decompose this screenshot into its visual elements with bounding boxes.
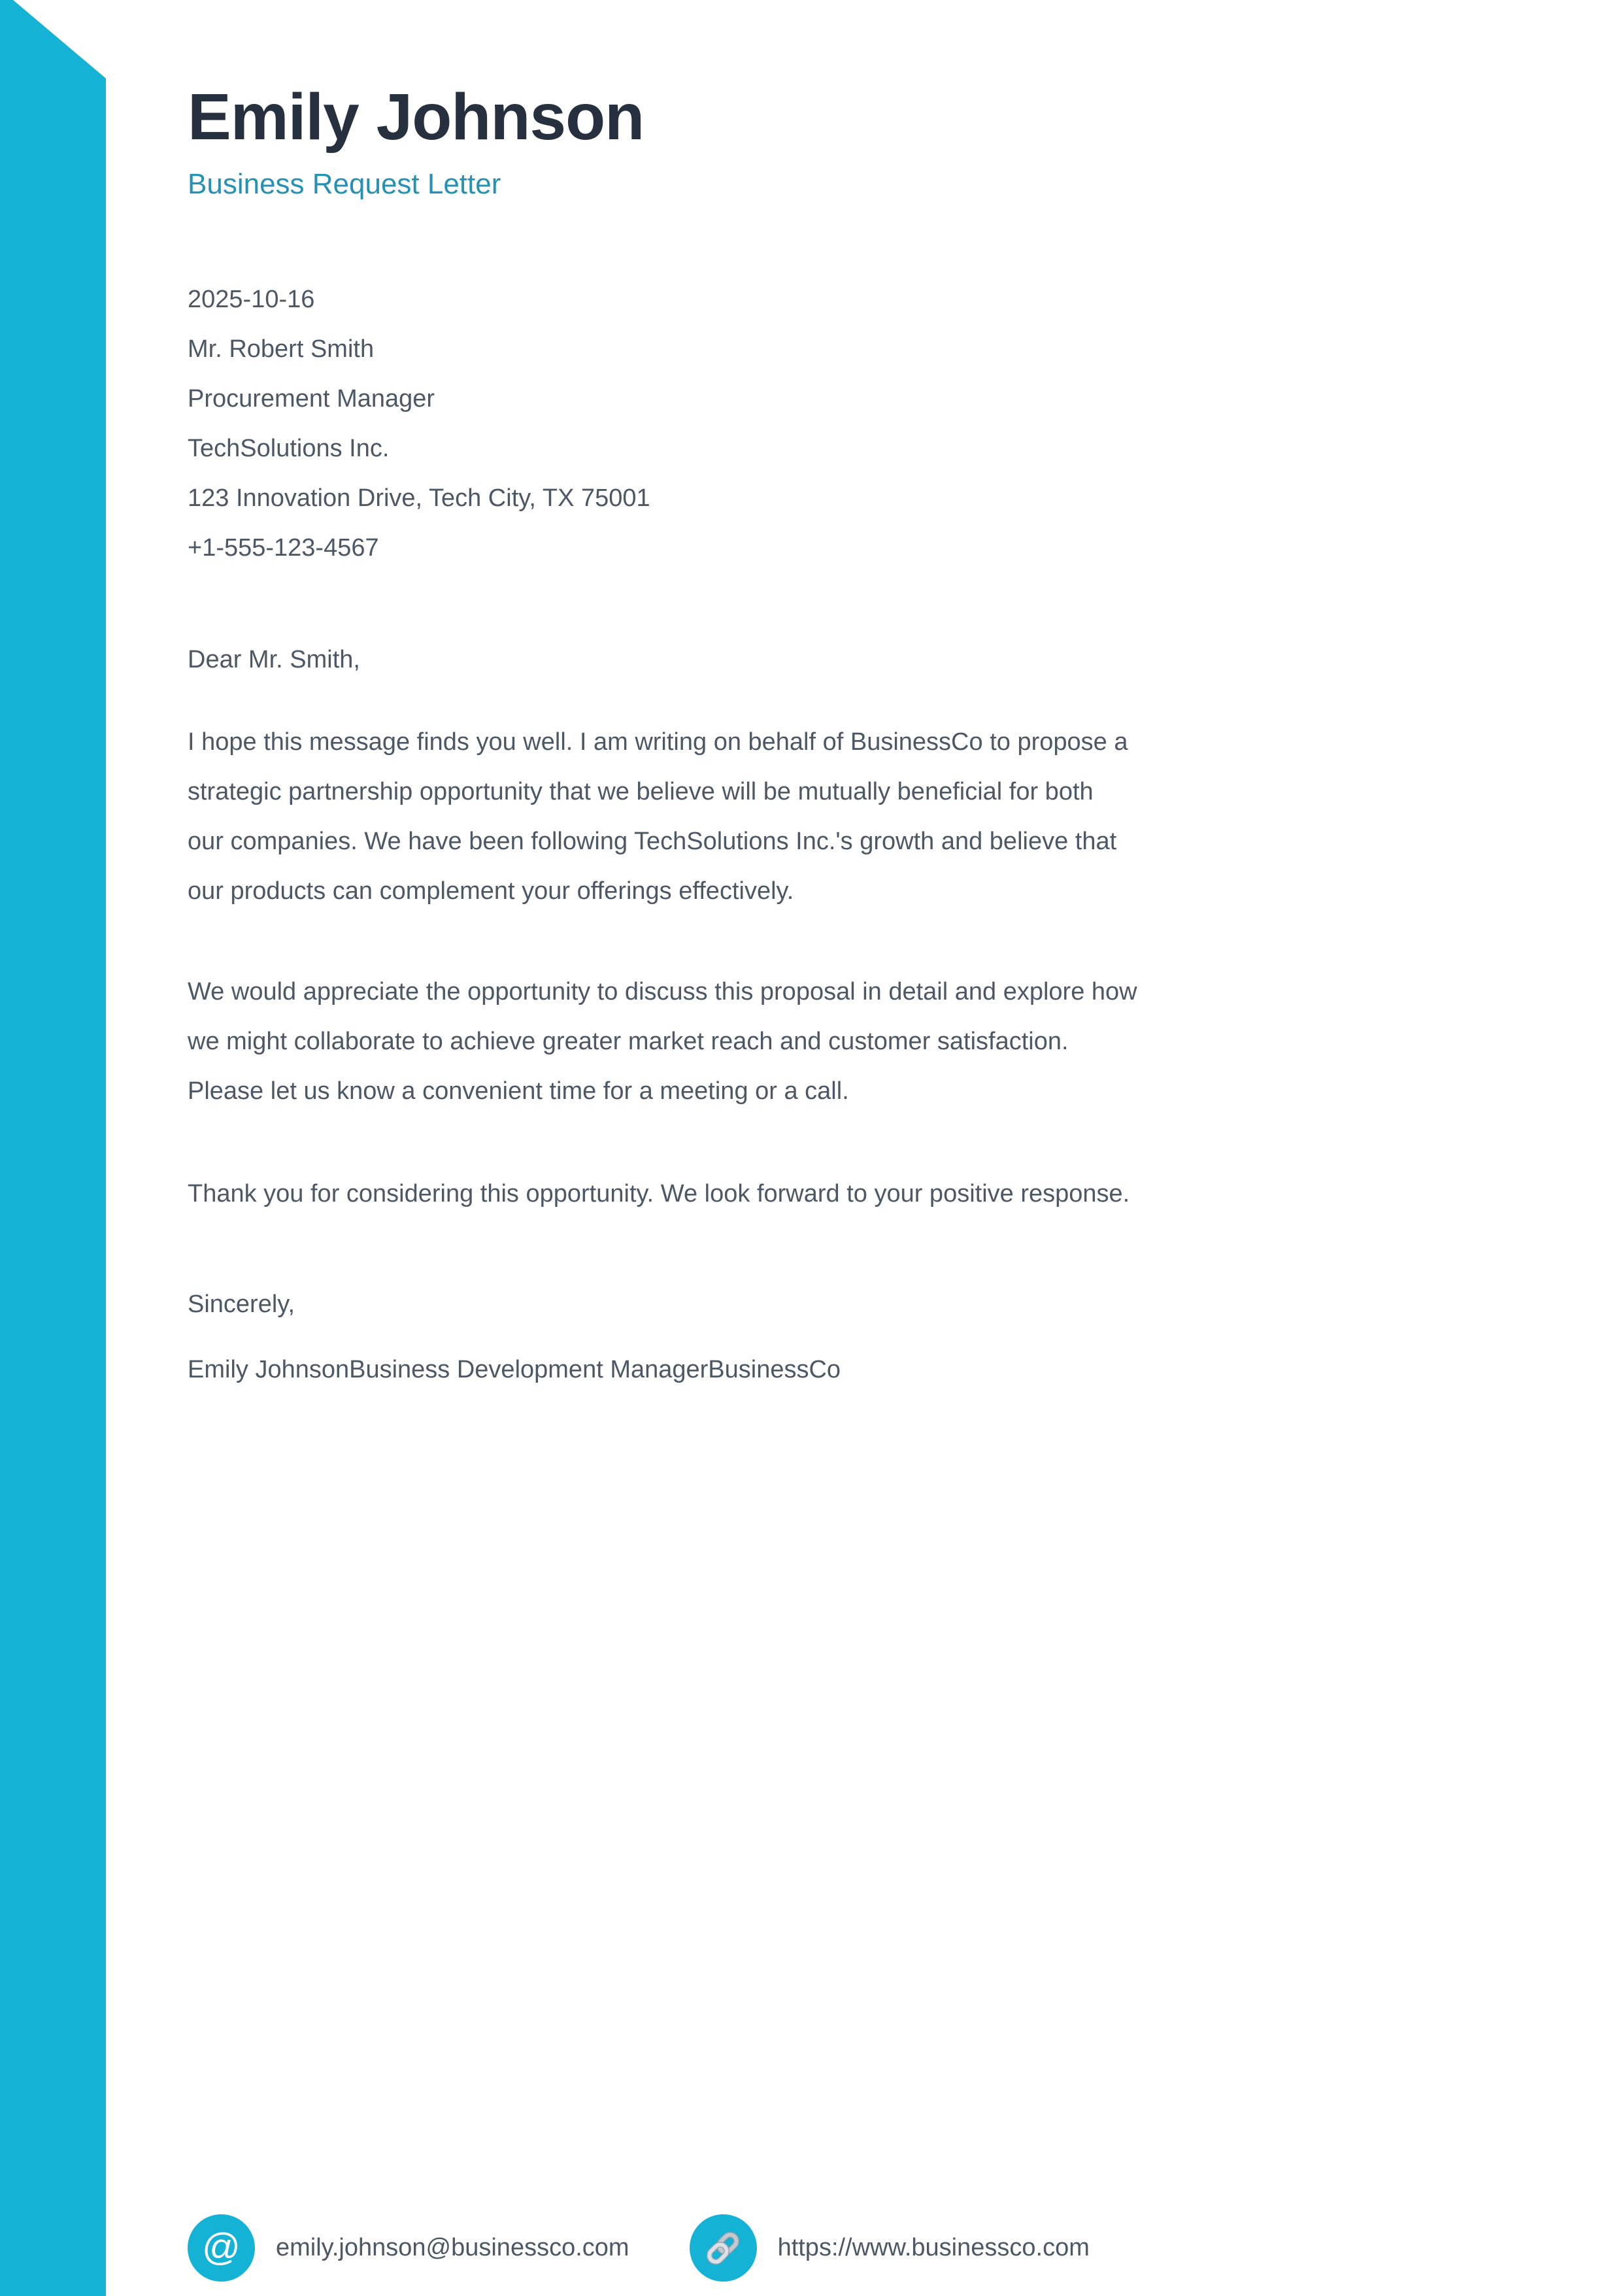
letter-content: [188, 0, 1443, 1394]
body-paragraph-1: [188, 717, 1443, 916]
recipient-company: TechSolutions Inc.: [188, 435, 390, 462]
recipient-phone: +1-555-123-4567: [188, 534, 379, 562]
contact-footer: [188, 2214, 1090, 2282]
date-recipient-block: [188, 275, 1443, 573]
paragraph-line: our companies. We have been following TechSolutions Inc.'s growth and believe that: [188, 828, 1117, 855]
paragraph-line: our products can complement your offerings effectively.: [188, 877, 794, 905]
side-accent-band: [0, 0, 106, 2296]
body-paragraph-2: [188, 967, 1443, 1116]
recipient-title: Procurement Manager: [188, 385, 435, 413]
chain-link-icon: [703, 2228, 743, 2269]
sender-name-title: Emily Johnson: [188, 80, 644, 154]
paragraph-line: Please let us know a convenient time for a meeting or a call.: [188, 1077, 849, 1105]
signature-line: Emily JohnsonBusiness Development ManagerBusinessCo: [188, 1356, 841, 1383]
paragraph-line: I hope this message finds you well. I am writing on behalf of BusinessCo to propose a: [188, 728, 1128, 756]
recipient-name: Mr. Robert Smith: [188, 335, 375, 363]
paragraph-line: Thank you for considering this opportunity. We look forward to your positive response.: [188, 1180, 1130, 1207]
website-icon-circle: [690, 2214, 757, 2282]
body-paragraph-3: [188, 1169, 1443, 1219]
at-icon: @: [202, 2225, 241, 2269]
salutation: Dear Mr. Smith,: [188, 646, 360, 673]
closing: Sincerely,: [188, 1291, 295, 1318]
letter-date: 2025-10-16: [188, 286, 315, 313]
paragraph-line: We would appreciate the opportunity to discuss this proposal in detail and explore how: [188, 978, 1137, 1005]
recipient-address: 123 Innovation Drive, Tech City, TX 75001: [188, 484, 650, 512]
email-link[interactable]: emily.johnson@businessco.com: [276, 2234, 629, 2261]
paragraph-line: we might collaborate to achieve greater market reach and customer satisfaction.: [188, 1028, 1069, 1055]
email-icon-circle: [188, 2214, 255, 2282]
paragraph-line: strategic partnership opportunity that we believe will be mutually beneficial for both: [188, 778, 1094, 805]
document-type-subtitle: Business Request Letter: [188, 168, 501, 200]
website-link[interactable]: https://www.businessco.com: [777, 2234, 1090, 2261]
